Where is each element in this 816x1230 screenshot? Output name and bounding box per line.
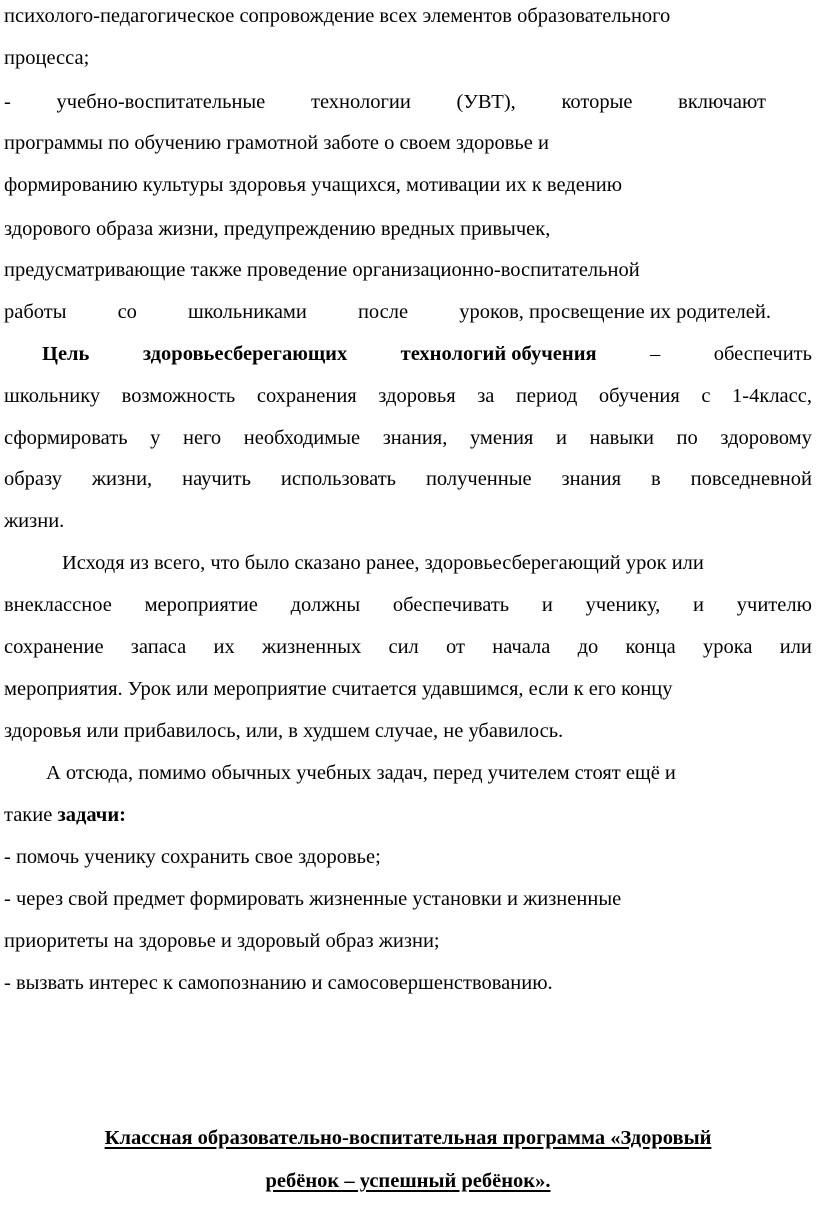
list-item: - вызвать интерес к самопознанию и самосовершенствованию.: [4, 972, 553, 994]
word: –: [650, 343, 661, 365]
text-line: здорового образа жизни, предупреждению вредных привычек,: [4, 218, 551, 240]
word: или: [779, 636, 812, 658]
justified-line: [4, 590, 812, 620]
word: научить: [182, 468, 251, 490]
word: использовать: [280, 468, 397, 490]
list-item: приоритеты на здоровье и здоровый образ жизни;: [4, 930, 440, 952]
text-line: формированию культуры здоровья учащихся, мотивации их к ведению: [4, 174, 623, 196]
text-line: Исходя из всего, что было сказано ранее, здоровьесберегающий урок или: [62, 552, 704, 574]
program-title-line1: Классная образовательно-воспитательная программа «Здоровый: [104, 1127, 712, 1149]
word: здоровья: [378, 385, 456, 407]
word: внеклассное: [4, 594, 112, 616]
word: возможность: [121, 385, 236, 407]
bold-word: Цель: [42, 343, 90, 365]
word: 1-4класс,: [732, 385, 812, 407]
text-line: [4, 800, 126, 830]
word: запаса: [130, 636, 187, 658]
word: должны: [290, 594, 361, 616]
word: сформировать: [4, 427, 128, 449]
word: начала: [492, 636, 551, 658]
word: повседневной: [690, 468, 812, 490]
word: школьниками: [187, 301, 307, 323]
word: образу: [4, 468, 62, 490]
word: полученные: [425, 468, 532, 490]
line-prefix: такие: [4, 804, 58, 826]
word: знания,: [382, 427, 448, 449]
word: технологии: [311, 91, 411, 113]
word: учебно-воспитательные: [56, 91, 266, 113]
text-line: предусматривающие также проведение организационно-воспитательной: [4, 259, 640, 281]
word: учителю: [736, 594, 812, 616]
justified-line: [42, 339, 812, 369]
word: которые: [561, 91, 633, 113]
text-line: психолого-педагогическое сопровождение всех элементов образовательного: [4, 5, 671, 27]
text-line: программы по обучению грамотной заботе о своем здоровье и: [4, 132, 549, 154]
word: и: [541, 594, 553, 616]
word: жизненных: [261, 636, 362, 658]
word: необходимые: [243, 427, 361, 449]
word: с: [701, 385, 711, 407]
word: уроков, просвещение их родителей.: [459, 301, 771, 323]
word: включают: [678, 91, 766, 113]
justified-line: [4, 423, 812, 453]
word: умения: [469, 427, 534, 449]
word: (УВТ),: [456, 91, 516, 113]
word: в: [651, 468, 661, 490]
word: обеспечивать: [392, 594, 510, 616]
word: и: [693, 594, 705, 616]
word: мероприятие: [144, 594, 258, 616]
word: период: [515, 385, 578, 407]
text-line: мероприятия. Урок или мероприятие считается удавшимся, если к его концу: [4, 678, 673, 700]
word: знания: [561, 468, 622, 490]
bold-word: технологий обучения: [400, 343, 597, 365]
word: сохранение: [4, 636, 104, 658]
text-line: А отсюда, помимо обычных учебных задач, перед учителем стоят ещё и: [46, 762, 676, 784]
word: их: [213, 636, 235, 658]
word: от: [446, 636, 465, 658]
word: сохранения: [256, 385, 357, 407]
program-title-line2: ребёнок – успешный ребёнок».: [265, 1170, 551, 1192]
justified-line: [4, 381, 812, 411]
word: урока: [702, 636, 753, 658]
text-line: жизни.: [4, 510, 65, 532]
word: и: [555, 427, 567, 449]
word: работы: [4, 301, 67, 323]
word: ученику,: [585, 594, 661, 616]
word: у: [150, 427, 161, 449]
list-item: - через свой предмет формировать жизненные установки и жизненные: [4, 888, 622, 910]
justified-line: [4, 87, 766, 117]
word: до: [577, 636, 599, 658]
word: обучения: [598, 385, 680, 407]
list-item: - помочь ученику сохранить свое здоровье;: [4, 846, 381, 868]
text-line: здоровья или прибавилось, или, в худшем случае, не убавилось.: [4, 720, 564, 742]
word: навыки: [589, 427, 654, 449]
bold-word: здоровьесберегающих: [142, 343, 348, 365]
word: со: [117, 301, 137, 323]
word: по: [676, 427, 698, 449]
justified-line: [4, 632, 812, 662]
word: -: [4, 91, 11, 113]
word: здоровому: [720, 427, 812, 449]
word: конца: [625, 636, 676, 658]
word: жизни,: [91, 468, 153, 490]
word: за: [477, 385, 495, 407]
word: после: [357, 301, 409, 323]
word: сил: [388, 636, 419, 658]
text-line: процесса;: [4, 47, 90, 69]
word: обеспечить: [713, 343, 812, 365]
justified-line: [4, 297, 771, 327]
word: школьнику: [4, 385, 101, 407]
word: него: [182, 427, 222, 449]
bold-word: задачи:: [57, 804, 126, 826]
justified-line: [4, 464, 812, 494]
